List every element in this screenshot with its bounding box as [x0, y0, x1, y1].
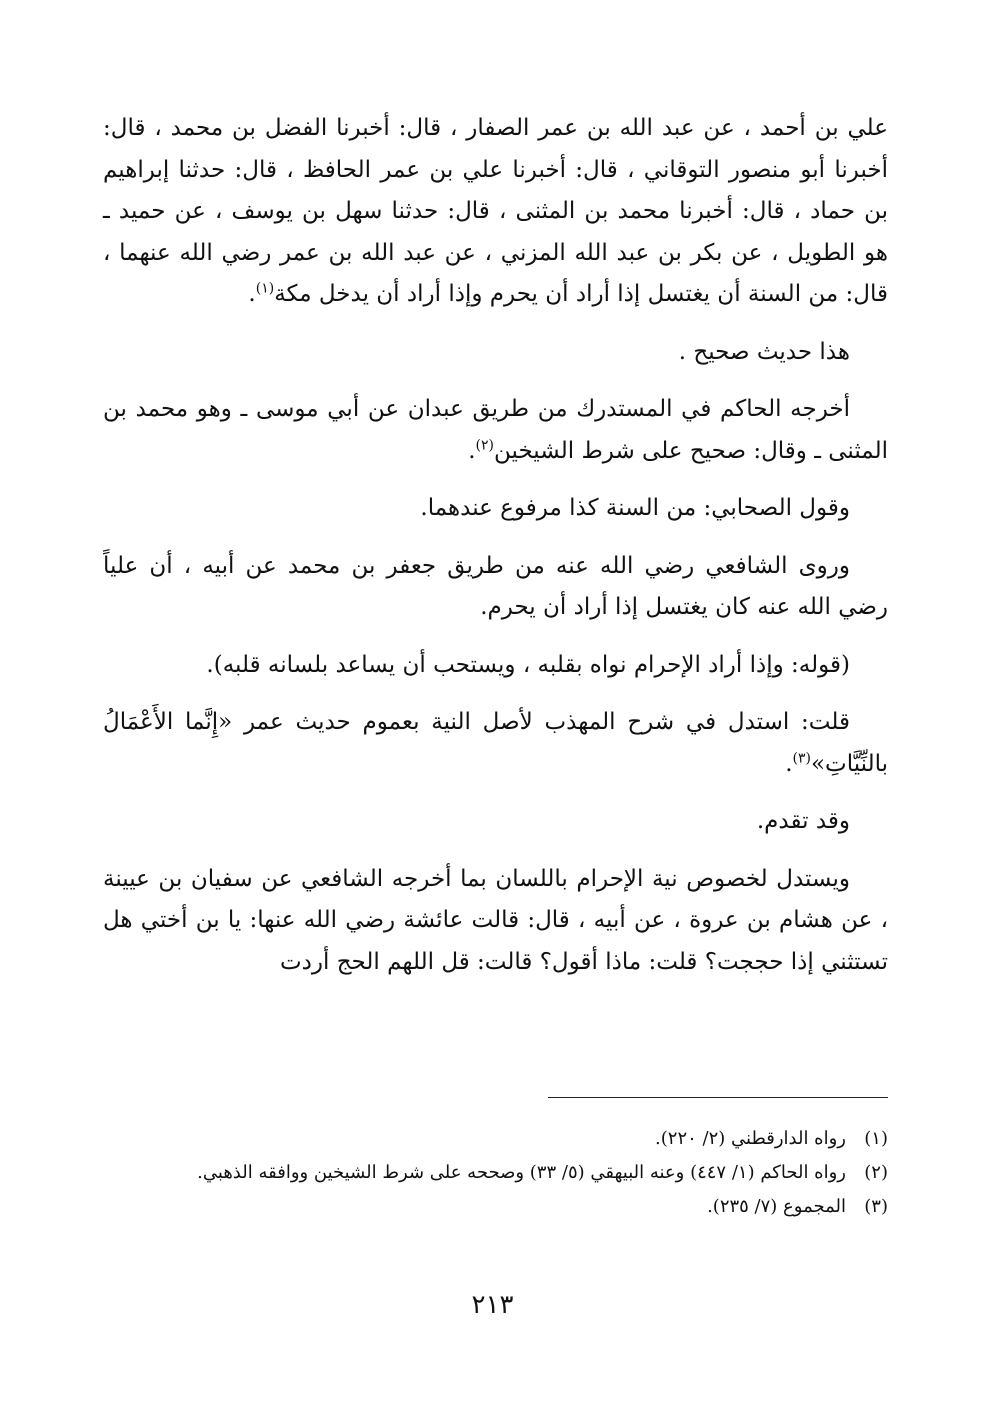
footnote-reference[interactable]: (٣)	[792, 749, 811, 766]
paragraph-text: قلت: استدل في شرح المهذب لأصل النية بعموم حديث عمر «إِنَّما الأَعْمَالُ بالنِّيَّاتِ»	[103, 709, 888, 777]
paragraph-evidence	[103, 859, 888, 984]
paragraph-quoted-matn	[103, 645, 888, 687]
paragraph-text: ويستدل لخصوص نية الإحرام باللسان بما أخرجه الشافعي عن سفيان بن عيينة ، عن هشام بن عروة ، عن أبيه ، قال: قالت عائشة رضي الله عنها: يا بن أختي هل تستثني إذا حججت؟ قلت: ماذا أقول؟ قالت: قل اللهم الحج أردت	[103, 865, 888, 975]
paragraph-tail: .	[468, 437, 476, 464]
footnote-reference[interactable]: (١)	[255, 280, 275, 297]
footnote-text: رواه الدارقطني (٢/ ٢٢٠).	[655, 1128, 846, 1149]
footnote-item	[103, 1158, 888, 1188]
footnote-text: رواه الحاكم (١/ ٤٤٧) وعنه البيهقي (٥/ ٣٣) وصححه على شرط الشيخين ووافقه الذهبي.	[197, 1162, 846, 1183]
paragraph-text: هذا حديث صحيح .	[678, 338, 850, 365]
footnote-reference[interactable]: (٢)	[475, 436, 495, 453]
footnote-divider	[548, 1097, 888, 1098]
paragraph-grading	[103, 332, 888, 374]
paragraph-takhrij	[103, 389, 888, 472]
footnote-item	[103, 1124, 888, 1154]
paragraph-text: وقد تقدم.	[756, 808, 850, 834]
paragraph-text: (قوله: وإذا أراد الإحرام نواه بقلبه ، ويستحب أن يساعد بلسانه قلبه).	[206, 651, 850, 678]
main-text	[103, 108, 888, 983]
footnote-number: (٢)	[864, 1162, 888, 1183]
paragraph-text: علي بن أحمد ، عن عبد الله بن عمر الصفار ، قال: أخبرنا الفضل بن محمد ، قال: أخبرنا أبو منصور التوقاني ، قال: أخبرنا علي بن عمر الحافظ ، قال: حدثنا إبراهيم بن حماد ، قال: أخبرنا محمد بن المثنى ، قال: حدثنا سهل بن يوسف ، عن حميد ـ هو الطويل ، عن بكر بن عبد الله المزني ، عن عبد الله بن عمر رضي الله عنهما ، قال: من السنة أن يغتسل إذا أراد أن يحرم وإذا أراد أن يدخل مكة	[103, 115, 888, 307]
paragraph-isnad	[103, 108, 888, 316]
paragraph-companion-statement	[103, 488, 888, 530]
footnote-text: المجموع (٧/ ٢٣٥).	[707, 1196, 846, 1217]
paragraph-text: وقول الصحابي: من السنة كذا مرفوع عندهما.	[420, 495, 850, 521]
paragraph-tail: .	[785, 750, 793, 777]
paragraph-shafii-narration	[103, 546, 888, 629]
paragraph-tail: .	[248, 281, 256, 307]
paragraph-commentary	[103, 702, 888, 785]
footnote-number: (٣)	[864, 1196, 888, 1217]
paragraph-text: أخرجه الحاكم في المستدرك من طريق عبدان عن أبي موسى ـ وهو محمد بن المثنى ـ وقال: صحيح على شرط الشيخين	[103, 396, 888, 464]
footnote-item	[103, 1192, 888, 1222]
page-number: ٢١٣	[471, 1290, 514, 1320]
footnotes	[103, 1124, 888, 1226]
paragraph-note	[103, 801, 888, 843]
footnote-number: (١)	[864, 1128, 888, 1149]
paragraph-text: وروى الشافعي رضي الله عنه من طريق جعفر بن محمد عن أبيه ، أن علياً رضي الله عنه كان يغتسل إذا أراد أن يحرم.	[103, 552, 888, 620]
